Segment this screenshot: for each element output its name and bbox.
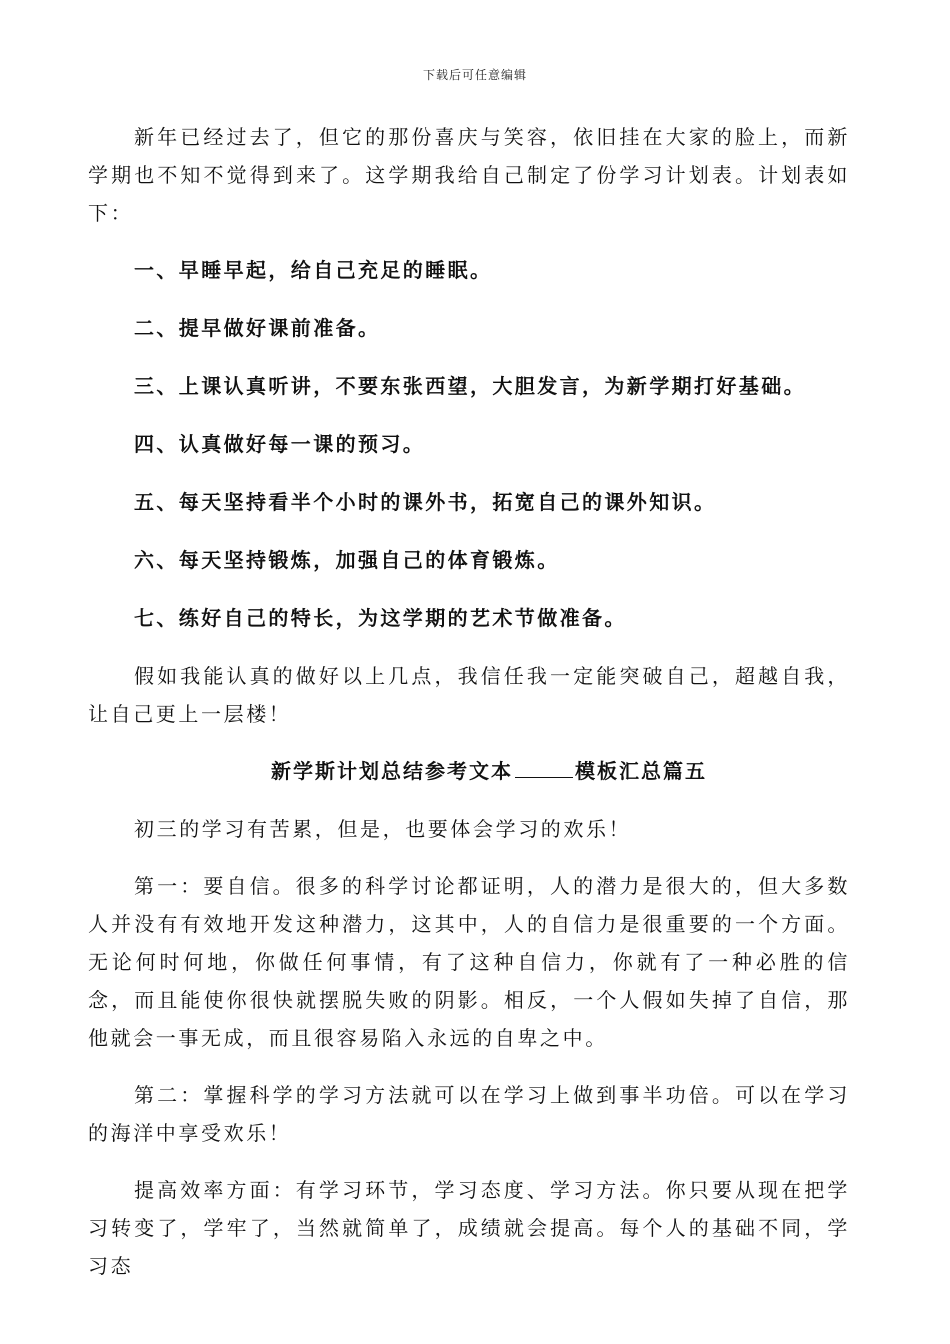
title-blank-line <box>515 761 573 778</box>
plan-item-5: 五、每天坚持看半个小时的课外书，拓宽自己的课外知识。 <box>134 490 717 514</box>
plan-item-4: 四、认真做好每一课的预习。 <box>134 432 426 456</box>
plan-item-6: 六、每天坚持锻炼，加强自己的体育锻炼。 <box>134 548 560 572</box>
section-title-suffix: 模板汇总篇五 <box>575 759 707 783</box>
section-title <box>88 752 850 790</box>
plan-item-7: 七、练好自己的特长，为这学期的艺术节做准备。 <box>134 606 627 630</box>
body-paragraph-2: 第一：要自信。很多的科学讨论都证明，人的潜力是很大的，但大多数人并没有有效地开发这种潜力，这其中，人的自信力是很重要的一个方面。无论何时何地，你做任何事情，有了这种自信力，你就有了一种必胜的信念，而且能使你很快就摆脱失败的阴影。相反，一个人假如失掉了自信，那他就会一事无成，而且很容易陷入永远的自卑之中。 <box>88 874 850 1050</box>
intro-paragraph: 新年已经过去了，但它的那份喜庆与笑容，依旧挂在大家的脸上，而新学期也不知不觉得到来了。这学期我给自己制定了份学习计划表。计划表如下： <box>88 125 850 225</box>
body-paragraph-1: 初三的学习有苦累，但是，也要体会学习的欢乐！ <box>134 817 632 841</box>
body-paragraph-4: 提高效率方面：有学习环节，学习态度、学习方法。你只要从现在把学习转变了，学牢了，当然就简单了，成绩就会提高。每个人的基础不同，学习态 <box>88 1178 850 1278</box>
page-header: 下载后可任意编辑 <box>422 68 527 82</box>
plan-item-3: 三、上课认真听讲，不要东张西望，大胆发言，为新学期打好基础。 <box>134 374 806 398</box>
body-paragraph-3: 第二：掌握科学的学习方法就可以在学习上做到事半功倍。可以在学习的海洋中享受欢乐！ <box>88 1083 850 1145</box>
section-title-main: 新学斯计划总结参考文本 <box>271 759 513 783</box>
plan-item-2: 二、提早做好课前准备。 <box>134 316 381 340</box>
document-body <box>88 118 850 1304</box>
plan-item-1: 一、早睡早起，给自己充足的睡眠。 <box>134 258 493 282</box>
closing-paragraph: 假如我能认真的做好以上几点，我信任我一定能突破自己，超越自我，让自己更上一层楼！ <box>88 664 850 726</box>
